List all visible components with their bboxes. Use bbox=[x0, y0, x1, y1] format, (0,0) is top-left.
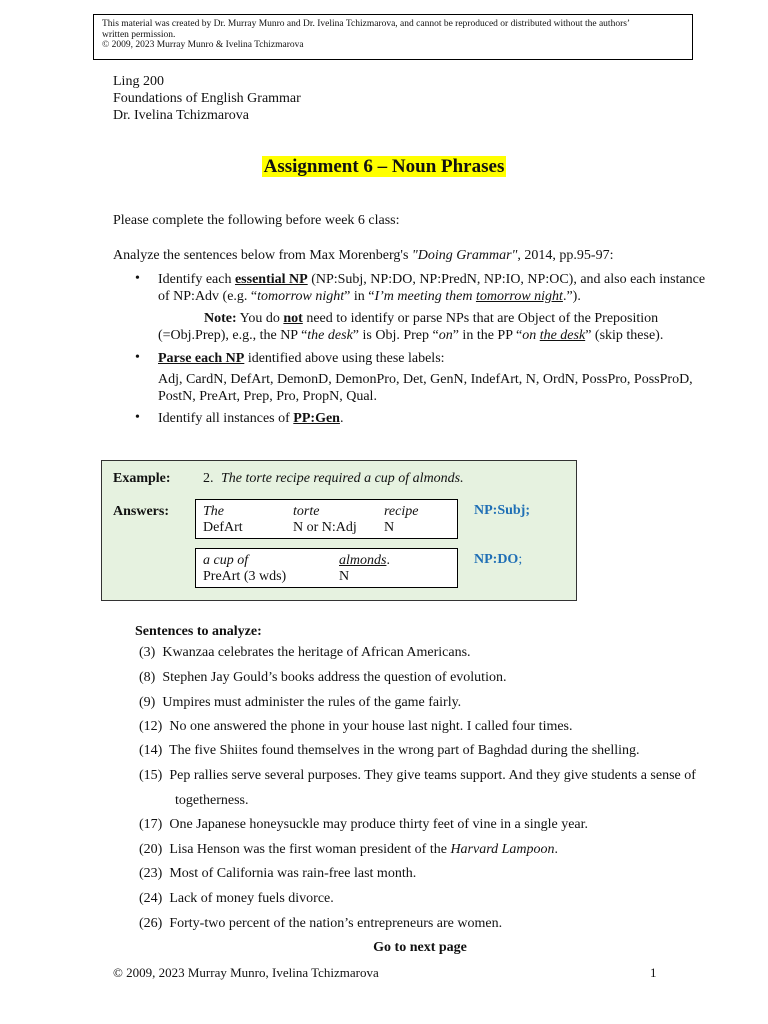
text-span: (NP:Subj, NP:DO, NP:PredN, NP:IO, NP:OC), and also each instance bbox=[307, 272, 706, 287]
bullet-2-line-1 bbox=[158, 350, 445, 367]
notice-line: © 2009, 2023 Murray Munro & Ivelina Tchizmarova bbox=[102, 40, 304, 50]
answer-word-almonds bbox=[339, 552, 390, 569]
text-span: . bbox=[554, 842, 559, 857]
text-span: identified above using these labels: bbox=[244, 351, 445, 366]
pp-gen-term: PP:Gen bbox=[293, 411, 340, 426]
sentence-item bbox=[139, 644, 471, 661]
text-span: Identify each bbox=[158, 272, 235, 287]
example-phrase: the desk bbox=[307, 328, 353, 343]
note-line-1 bbox=[204, 310, 658, 327]
bullet-dot: • bbox=[135, 350, 140, 365]
example-phrase: the desk bbox=[539, 328, 586, 343]
course-code: Ling 200 bbox=[113, 74, 164, 89]
np-subj-tag: NP:Subj; bbox=[474, 503, 531, 518]
sentence-item bbox=[139, 841, 558, 858]
book-title: "Doing Grammar" bbox=[411, 248, 518, 263]
example-phrase: on bbox=[438, 328, 453, 343]
page-number: 1 bbox=[650, 965, 657, 980]
magazine-title: Harvard Lampoon bbox=[450, 842, 555, 857]
analyze-suffix: , 2014, pp.95-97: bbox=[517, 248, 614, 263]
sentence-number: (12) bbox=[139, 719, 163, 734]
emphasis-not: not bbox=[283, 311, 303, 326]
answer-label: N or N:Adj bbox=[293, 520, 357, 535]
sentence-item bbox=[139, 890, 334, 907]
answer-word: recipe bbox=[384, 504, 419, 519]
sentence-number: (26) bbox=[139, 916, 163, 931]
sentence-number: (20) bbox=[139, 842, 163, 857]
text-span: . bbox=[339, 411, 344, 426]
sentence-item bbox=[139, 865, 416, 882]
parse-np-term: Parse each NP bbox=[158, 351, 245, 366]
sentence-item bbox=[139, 915, 502, 932]
sentence-item bbox=[139, 767, 696, 784]
answer-word: almonds bbox=[339, 553, 387, 568]
text-span: need to identify or parse NPs that are Object of the Preposition bbox=[302, 311, 659, 326]
sentence-text: The five Shiites found themselves in the wrong part of Baghdad during the shelling. bbox=[169, 743, 640, 758]
sentence-text: Most of California was rain-free last month. bbox=[169, 866, 417, 881]
answer-label: PreArt (3 wds) bbox=[203, 569, 287, 584]
essential-np-term: essential NP bbox=[234, 272, 308, 287]
text-span: (=Obj.Prep), e.g., the NP “ bbox=[158, 328, 308, 343]
example-label: Example: bbox=[113, 471, 171, 486]
np-do-label: NP:DO bbox=[474, 552, 519, 567]
text-span: ” (skip these). bbox=[585, 328, 664, 343]
course-name: Foundations of English Grammar bbox=[113, 91, 301, 106]
text-span: You do bbox=[236, 311, 284, 326]
analyze-prefix: Analyze the sentences below from Max Morenberg's bbox=[113, 248, 412, 263]
sentence-text: No one answered the phone in your house last night. I called four times. bbox=[169, 719, 573, 734]
sentence-text: One Japanese honeysuckle may produce thirty feet of vine in a single year. bbox=[169, 817, 589, 832]
example-phrase: tomorrow night bbox=[475, 289, 563, 304]
example-sentence: The torte recipe required a cup of almonds. bbox=[221, 471, 464, 486]
answers-label: Answers: bbox=[113, 504, 169, 519]
text-span: Identify all instances of bbox=[158, 411, 294, 426]
example-phrase: I’m meeting them bbox=[374, 289, 476, 304]
example-phrase: tomorrow night bbox=[257, 289, 345, 304]
sentence-item bbox=[139, 694, 461, 711]
sentence-item bbox=[139, 816, 588, 833]
text-span: ” is Obj. Prep “ bbox=[352, 328, 439, 343]
bullet-3 bbox=[158, 410, 343, 427]
text-span: . bbox=[386, 553, 390, 568]
answer-word: torte bbox=[293, 504, 320, 519]
labels-line-1: Adj, CardN, DefArt, DemonD, DemonPro, Det, GenN, IndefArt, N, OrdN, PossPro, PossProD, bbox=[158, 372, 693, 387]
instructor-name: Dr. Ivelina Tchizmarova bbox=[113, 108, 249, 123]
sentence-number: (3) bbox=[139, 645, 156, 660]
answer-label: DefArt bbox=[203, 520, 243, 535]
analyze-instruction bbox=[113, 247, 613, 264]
course-header bbox=[113, 73, 301, 124]
answer-word: a cup of bbox=[203, 553, 249, 568]
answer-label: N bbox=[339, 569, 350, 584]
bullet-dot: • bbox=[135, 410, 140, 425]
sentences-heading: Sentences to analyze: bbox=[135, 624, 262, 639]
bullet-1-line-1 bbox=[158, 271, 705, 288]
next-page-note: Go to next page bbox=[373, 940, 467, 955]
answer-word: The bbox=[203, 504, 224, 519]
example-number: 2. bbox=[203, 471, 214, 486]
example-phrase: on bbox=[522, 328, 540, 343]
text-span: of NP:Adv (e.g. “ bbox=[158, 289, 258, 304]
text-span: .”). bbox=[562, 289, 581, 304]
bullet-dot: • bbox=[135, 271, 140, 286]
bullet-1-line-2 bbox=[158, 288, 581, 305]
answer-label: N bbox=[384, 520, 395, 535]
sentence-number: (17) bbox=[139, 817, 163, 832]
text-span: ” in the PP “ bbox=[452, 328, 523, 343]
sentence-continuation: togetherness. bbox=[175, 793, 249, 808]
notice-line: written permission. bbox=[102, 29, 176, 40]
sentence-text: Kwanzaa celebrates the heritage of African Americans. bbox=[162, 645, 471, 660]
sentence-item bbox=[139, 742, 640, 759]
text-span: ” in “ bbox=[344, 289, 375, 304]
sentence-number: (14) bbox=[139, 743, 163, 758]
sentence-number: (24) bbox=[139, 891, 163, 906]
note-label: Note: bbox=[204, 311, 237, 326]
sentence-text: Pep rallies serve several purposes. They give teams support. And they give students a sense of bbox=[169, 768, 696, 783]
sentence-item bbox=[139, 669, 506, 686]
sentence-number: (9) bbox=[139, 695, 156, 710]
notice-line: This material was created by Dr. Murray Munro and Dr. Ivelina Tchizmarova, and cannot be reproduced or distributed without the authors’ bbox=[102, 19, 631, 29]
sentence-text: Lack of money fuels divorce. bbox=[169, 891, 334, 906]
assignment-title bbox=[0, 156, 768, 178]
footer-copyright: © 2009, 2023 Murray Munro, Ivelina Tchizmarova bbox=[113, 965, 379, 980]
np-do-tag bbox=[474, 552, 522, 568]
sentence-text: Forty-two percent of the nation’s entrepreneurs are women. bbox=[169, 916, 503, 931]
text-span: ; bbox=[518, 552, 523, 567]
sentence-item bbox=[139, 718, 573, 735]
sentence-text: Lisa Henson was the first woman president of the bbox=[169, 842, 451, 857]
note-line-2 bbox=[158, 327, 663, 344]
sentence-number: (23) bbox=[139, 866, 163, 881]
assignment-title-text: Assignment 6 – Noun Phrases bbox=[263, 156, 505, 177]
copyright-notice-box bbox=[93, 14, 693, 60]
sentence-text: Stephen Jay Gould’s books address the question of evolution. bbox=[162, 670, 507, 685]
labels-line-2: PostN, PreArt, Prep, Pro, PropN, Qual. bbox=[158, 389, 377, 404]
sentence-number: (15) bbox=[139, 768, 163, 783]
sentence-text: Umpires must administer the rules of the game fairly. bbox=[162, 695, 462, 710]
sentence-number: (8) bbox=[139, 670, 156, 685]
intro-text: Please complete the following before week 6 class: bbox=[113, 213, 400, 228]
